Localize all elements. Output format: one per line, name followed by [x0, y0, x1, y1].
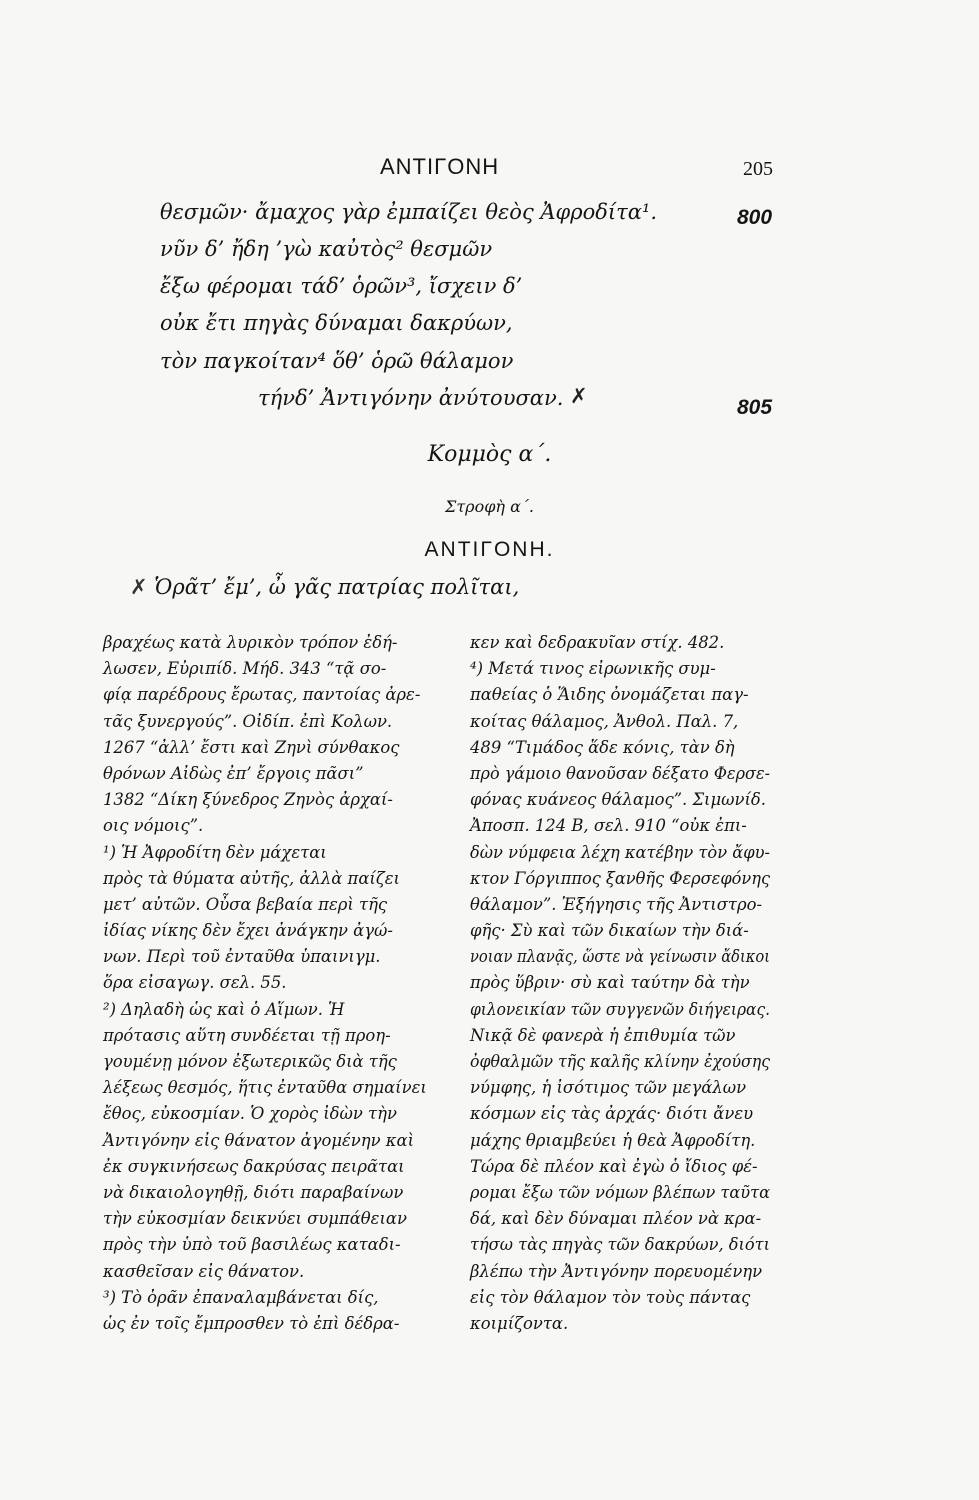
note-line: πρὸς τὰ θύματα αὐτῆς, ἀλλὰ παίζει: [103, 868, 400, 888]
note-line: νων. Περὶ τοῦ ἐνταῦθα ὑπαινιγμ.: [103, 947, 381, 967]
note-line: πρὸς ὕβριν· σὺ καὶ ταύτην δὰ τὴν: [470, 973, 750, 993]
verse-text: θεσμῶν· ἄμαχος γὰρ ἐμπαίζει θεὸς Ἀφροδίτα¹.: [160, 200, 658, 224]
note-line: τᾶς ξυνεργούς”. Οἰδίπ. ἐπὶ Κολων.: [103, 711, 393, 731]
note-line: ὅρα εἰσαγωγ. σελ. 55.: [103, 973, 287, 993]
note-line: βραχέως κατὰ λυρικὸν τρόπον ἐδή-: [103, 633, 398, 652]
note-line: μάχης θριαμβεύει ἡ θεὰ Ἀφροδίτη.: [470, 1130, 756, 1150]
handwritten-x-mark: ✗: [130, 575, 148, 599]
handwritten-x-mark: ✗: [570, 384, 588, 408]
note-line: κασθεῖσαν εἰς θάνατον.: [103, 1261, 305, 1281]
line-number: 805: [737, 396, 773, 419]
note-line: νύμφης, ἡ ἰσότιμος τῶν μεγάλων: [470, 1078, 747, 1098]
note-line: βλέπω τὴν Ἀντιγόνην πορευομένην: [470, 1261, 763, 1281]
note-line: Τώρα δὲ πλέον καὶ ἐγὼ ὁ ἴδιος φέ-: [470, 1156, 758, 1176]
note-line: δὼν νύμφεια λέχη κατέβην τὸν ἄφυ-: [470, 842, 770, 862]
verse-text: οὐκ ἔτι πηγὰς δύναμαι δακρύων,: [160, 311, 513, 335]
note-line: πρὸ γάμοιο θανοῦσαν δέξατο Φερσε-: [470, 763, 770, 783]
note-line: ἔθος, εὐκοσμίαν. Ὁ χορὸς ἰδὼν τὴν: [103, 1104, 397, 1124]
running-head-title: ΑΝΤΙΓΟΝΗ: [380, 154, 500, 179]
note-line: ⁴) Μετά τινος εἰρωνικῆς συμ-: [470, 659, 716, 679]
note-line: νὰ δικαιολογηθῇ, διότι παραβαίνων: [103, 1182, 404, 1202]
line-number: 800: [737, 206, 773, 229]
note-line: κεν καὶ δεδρακυῖαν στίχ. 482.: [470, 633, 725, 652]
note-line: κοίτας θάλαμος, Ἀνθολ. Παλ. 7,: [470, 711, 739, 731]
note-line: ἐκ συγκινήσεως δακρύσας πειρᾶται: [103, 1156, 405, 1176]
note-line: νοιαν πλανᾷς, ὥστε νὰ γείνωσιν ἄδικοι: [470, 947, 770, 967]
note-line: Νικᾷ δὲ φανερὰ ἡ ἐπιθυμία τῶν: [470, 1025, 736, 1045]
note-line: ³) Τὸ ὁρᾶν ἐπαναλαμβάνεται δίς,: [103, 1287, 379, 1307]
note-line: ὡς ἐν τοῖς ἔμπροσθεν τὸ ἐπὶ δέδρα-: [103, 1313, 400, 1333]
note-line: φῆς· Σὺ καὶ τῶν δικαίων τὴν διά-: [470, 921, 749, 941]
note-line: γουμένῃ μόνον ἐξωτερικῶς διὰ τῆς: [103, 1052, 397, 1071]
note-line: Ἀποσπ. 124 Β, σελ. 910 “οὐκ ἐπι-: [470, 816, 747, 836]
note-line: θρόνων Αἰδὼς ἐπ’ ἔργοις πᾶσι”: [103, 763, 364, 783]
note-line: φόνας κυάνεος θάλαμος”. Σιμωνίδ.: [470, 790, 766, 810]
opening-verse: [130, 575, 519, 599]
note-line: ρομαι ἔξω τῶν νόμων βλέπων ταῦτα: [470, 1182, 770, 1202]
note-line: εἰς τὸν θάλαμον τὸν τοὺς πάντας: [470, 1287, 751, 1307]
note-line: παθείας ὁ Ἅιδης ὀνομάζεται παγ-: [470, 685, 749, 705]
note-line: θάλαμον”. Ἐξήγησις τῆς Ἀντιστρο-: [470, 894, 762, 914]
verse-text: τὸν παγκοίταν⁴ ὅθ’ ὁρῶ θάλαμον: [160, 349, 514, 373]
note-line: ὀφθαλμῶν τῆς καλῆς κλίνην ἐχούσης: [470, 1052, 770, 1071]
note-line: κτον Γόργιππος ξανθῆς Φερσεφόνης: [470, 868, 770, 888]
notes-right-column: [470, 630, 770, 1337]
notes-left-column: [103, 630, 433, 1337]
verse-text: ἔξω φέρομαι τάδ’ ὁρῶν³, ἴσχειν δ’: [160, 274, 523, 298]
note-line: πρὸς τὴν ὑπὸ τοῦ βασιλέως καταδι-: [103, 1235, 401, 1255]
note-line: φίᾳ παρέδρους ἔρωτας, παντοίας ἀρε-: [103, 685, 421, 705]
note-line: ¹) Ἡ Ἀφροδίτη δὲν μάχεται: [103, 842, 327, 862]
opening-verse-text: Ὁρᾶτ’ ἔμ’, ὦ γᾶς πατρίας πολῖται,: [154, 575, 520, 599]
strophe-heading: Στροφὴ α΄.: [445, 497, 534, 516]
note-line: οις νόμοις”.: [103, 816, 204, 836]
verse-text: νῦν δ’ ἤδη ’γὼ καὐτὸς² θεσμῶν: [160, 237, 493, 261]
verse-text: τήνδ’ Ἀντιγόνην ἀνύτουσαν.: [258, 386, 564, 410]
note-line: λέξεως θεσμός, ἥτις ἐνταῦθα σημαίνει: [103, 1078, 427, 1098]
note-line: Ἀντιγόνην εἰς θάνατον ἀγομένην καὶ: [103, 1130, 414, 1150]
page-number: 205: [743, 158, 773, 180]
note-line: λωσεν, Εὐριπίδ. Μήδ. 343 “τᾷ σο-: [103, 659, 387, 679]
note-line: ἰδίας νίκης δὲν ἔχει ἀνάγκην ἀγώ-: [103, 921, 393, 941]
note-line: 1382 “Δίκη ξύνεδρος Ζηνὸς ἀρχαί-: [103, 790, 393, 810]
speaker-name: ΑΝΤΙΓΟΝΗ.: [424, 538, 555, 561]
note-line: μετ’ αὐτῶν. Οὖσα βεβαία περὶ τῆς: [103, 894, 388, 914]
note-line: φιλονεικίαν τῶν συγγενῶν διήγειρας.: [470, 999, 770, 1019]
note-line: κοιμίζοντα.: [470, 1313, 569, 1333]
note-line: 489 “Τιμάδος ἅδε κόνις, τὰν δὴ: [470, 737, 735, 757]
note-line: κόσμων εἰς τὰς ἀρχάς· διότι ἄνευ: [470, 1104, 754, 1124]
note-line: ²) Δηλαδὴ ὡς καὶ ὁ Αἵμων. Ἡ: [103, 999, 345, 1019]
note-line: δά, καὶ δὲν δύναμαι πλέον νὰ κρα-: [470, 1209, 762, 1229]
kommos-heading: Κομμὸς α΄.: [427, 442, 552, 467]
note-line: τήσω τὰς πηγὰς τῶν δακρύων, διότι: [470, 1235, 770, 1255]
note-line: 1267 “ἀλλ’ ἔστι καὶ Ζηνὶ σύνθακος: [103, 737, 400, 757]
note-line: πρότασις αὕτη συνδέεται τῇ προη-: [103, 1025, 391, 1045]
note-line: τὴν εὐκοσμίαν δεικνύει συμπάθειαν: [103, 1209, 407, 1229]
